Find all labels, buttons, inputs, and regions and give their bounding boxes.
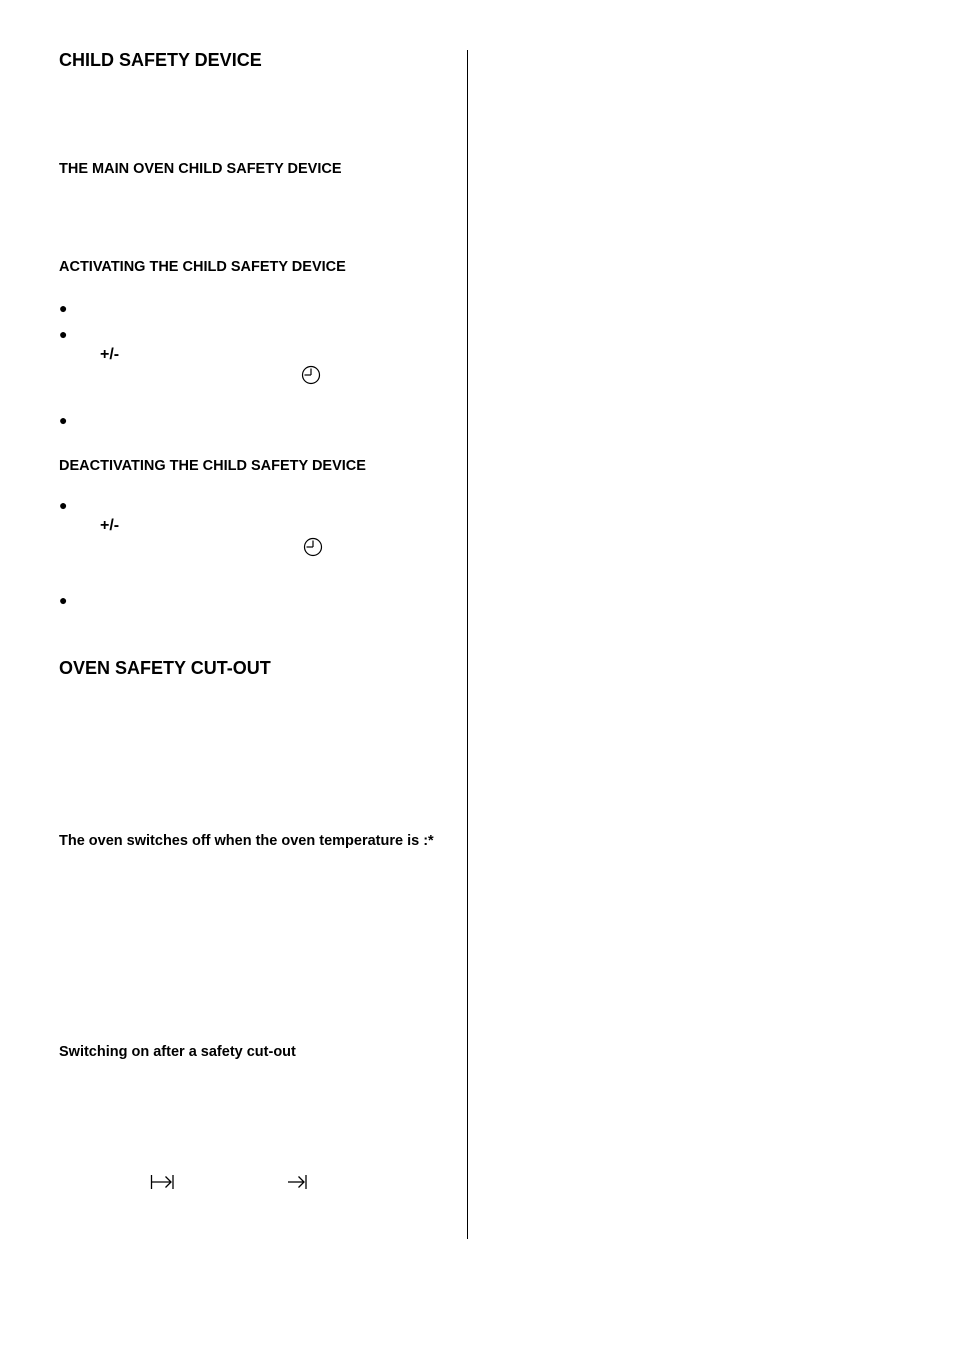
main-oven-child-safety-heading: THE MAIN OVEN CHILD SAFETY DEVICE (59, 161, 342, 177)
activating-bullet-2: ● (59, 326, 68, 342)
oven-safety-cutout-title: OVEN SAFETY CUT-OUT (59, 658, 271, 678)
end-arrow-icon (287, 1173, 309, 1191)
activating-bullet-3: ● (59, 412, 68, 428)
clock-timer-icon (302, 536, 324, 558)
activating-bullet-1: ● (59, 300, 68, 316)
end-arrow-bar-icon (150, 1173, 176, 1191)
clock-timer-icon (300, 364, 322, 386)
deactivating-plus-minus: +/- (100, 517, 120, 534)
deactivating-bullet-2: ● (59, 592, 68, 608)
deactivating-bullet-1: ● (59, 497, 68, 513)
activating-heading: ACTIVATING THE CHILD SAFETY DEVICE (59, 259, 346, 275)
switches-off-text: The oven switches off when the oven temperature is :* (59, 833, 434, 849)
column-divider (467, 50, 468, 1239)
switching-on-heading: Switching on after a safety cut-out (59, 1044, 296, 1060)
deactivating-heading: DEACTIVATING THE CHILD SAFETY DEVICE (59, 458, 366, 474)
activating-plus-minus: +/- (100, 346, 120, 363)
child-safety-title: CHILD SAFETY DEVICE (59, 50, 262, 70)
